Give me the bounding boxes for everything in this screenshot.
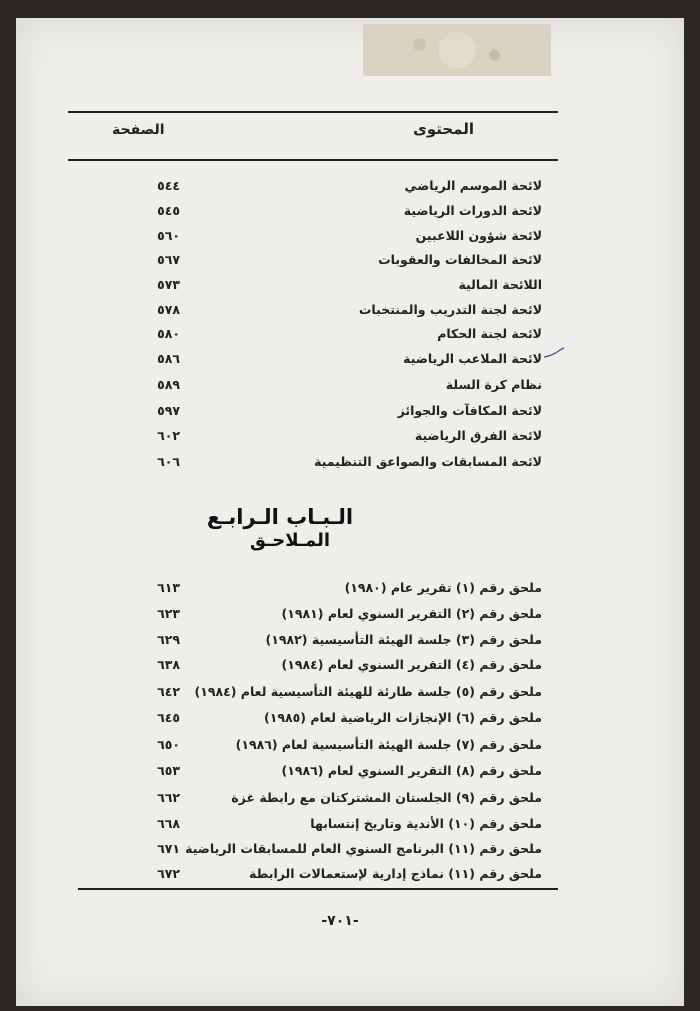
- toc-entry[interactable]: [130, 273, 542, 295]
- toc-entry-page: ٥٧٨: [157, 301, 180, 317]
- toc-entry-page: ٥٤٤: [157, 177, 180, 193]
- toc-entry-title: لائحة الموسم الرياضي: [404, 177, 542, 193]
- top-rule: [68, 111, 558, 113]
- toc-entry-title: ملحق رقم (١٠) الأندية وتاريخ إنتسابها: [310, 815, 542, 831]
- toc-entry-title: ملحق رقم (١) تقرير عام (١٩٨٠): [344, 579, 542, 595]
- toc-entry-title: ملحق رقم (٧) جلسة الهيئة التأسيسية لعام (١٩٨٦): [235, 736, 542, 752]
- annex-subheading: المـلاحـق: [249, 530, 331, 551]
- toc-entry-title: لائحة الملاعب الرياضية: [403, 350, 542, 366]
- toc-entry-title: ملحق رقم (٢) التقرير السنوي لعام (١٩٨١): [281, 605, 542, 621]
- toc-entry[interactable]: [130, 602, 542, 624]
- toc-entry[interactable]: [130, 628, 542, 650]
- toc-entry-page: ٦٧١: [157, 840, 180, 856]
- toc-entry-page: ٥٨٠: [157, 325, 180, 341]
- toc-entry[interactable]: [130, 373, 542, 395]
- toc-entry[interactable]: [130, 837, 542, 859]
- toc-entry[interactable]: [130, 862, 542, 884]
- toc-entry-page: ٦١٣: [157, 579, 180, 595]
- toc-entry-title: اللائحة المالية: [458, 276, 542, 292]
- toc-entry[interactable]: [130, 424, 542, 446]
- toc-entry-title: ملحق رقم (٥) جلسة طارئة للهيئة التأسيسية لعام (١٩٨٤): [194, 683, 542, 699]
- toc-entry[interactable]: [130, 812, 542, 834]
- content-column-header: المحتوى: [413, 120, 474, 138]
- toc-entry-page: ٦٥٠: [157, 736, 180, 752]
- toc-entry-title: ملحق رقم (١١) البرنامج السنوي العام للمسابقات الرياضية: [185, 840, 542, 856]
- toc-entry[interactable]: [130, 322, 542, 344]
- toc-entry[interactable]: [130, 174, 542, 196]
- toc-entry-title: لائحة المسابقات والصواعق التنظيمية: [314, 453, 542, 469]
- toc-entry[interactable]: [130, 347, 542, 369]
- toc-entry-page: ٥٨٩: [157, 376, 180, 392]
- toc-entry-page: ٥٧٣: [157, 276, 180, 292]
- toc-entry-title: لائحة لجنة الحكام: [437, 325, 542, 341]
- toc-entry[interactable]: [130, 786, 542, 808]
- toc-entry-title: ملحق رقم (٣) جلسة الهيئة التأسيسية (١٩٨٢): [265, 631, 542, 647]
- toc-entry-page: ٥٤٥: [157, 202, 180, 218]
- toc-entry-title: نظام كرة السلة: [445, 376, 542, 392]
- page-column-header: الصفحة: [112, 122, 165, 138]
- header-rule: [68, 159, 558, 161]
- toc-entry-page: ٦٦٢: [157, 789, 180, 805]
- toc-entry-title: ملحق رقم (٩) الجلستان المشتركتان مع رابطة غزة: [231, 789, 542, 805]
- toc-entry[interactable]: [130, 248, 542, 270]
- toc-entry[interactable]: [130, 399, 542, 421]
- chapter-heading: الـبـاب الـرابـع: [206, 505, 354, 529]
- toc-entry[interactable]: [130, 653, 542, 675]
- toc-entry-page: ٥٦٠: [157, 227, 180, 243]
- bottom-rule: [78, 888, 558, 890]
- toc-entry-title: ملحق رقم (٨) التقرير السنوي لعام (١٩٨٦): [281, 762, 542, 778]
- toc-entry-title: لائحة المخالفات والعقوبات: [378, 251, 542, 267]
- toc-entry-page: ٥٨٦: [157, 350, 180, 366]
- tape-strip: [363, 24, 551, 76]
- page-number: -٧٠١-: [321, 913, 359, 929]
- toc-entry-page: ٦٤٥: [157, 709, 180, 725]
- toc-entry-title: لائحة لجنة التدريب والمنتخبات: [358, 301, 542, 317]
- toc-entry-page: ٦٥٣: [157, 762, 180, 778]
- toc-entry-title: ملحق رقم (٦) الإنجازات الرياضية لعام (١٩٨٥): [264, 709, 542, 725]
- toc-entry[interactable]: [130, 224, 542, 246]
- toc-entry-title: ملحق رقم (٤) التقرير السنوي لعام (١٩٨٤): [281, 656, 542, 672]
- toc-entry-title: لائحة المكافآت والجوائز: [397, 402, 542, 418]
- toc-entry[interactable]: [130, 298, 542, 320]
- toc-entry[interactable]: [130, 706, 542, 728]
- toc-entry-title: لائحة الدورات الرياضية: [403, 202, 542, 218]
- toc-entry[interactable]: [130, 576, 542, 598]
- toc-entry-page: ٦٢٩: [157, 631, 180, 647]
- toc-entry-page: ٦٤٢: [157, 683, 180, 699]
- toc-entry-title: لائحة شؤون اللاعبين: [415, 227, 542, 243]
- toc-entry-page: ٦٢٣: [157, 605, 180, 621]
- toc-entry[interactable]: [130, 733, 542, 755]
- toc-entry-title: ملحق رقم (١١) نماذج إدارية لإستعمالات الرابطة: [249, 865, 542, 881]
- toc-entry[interactable]: [130, 450, 542, 472]
- toc-entry[interactable]: [130, 680, 542, 702]
- toc-entry-page: ٦٧٢: [157, 865, 180, 881]
- toc-entry-page: ٦٣٨: [157, 656, 180, 672]
- toc-entry-page: ٦٠٢: [157, 427, 180, 443]
- toc-entry-page: ٥٦٧: [157, 251, 180, 267]
- pen-mark: [543, 347, 565, 359]
- toc-entry-page: ٦٦٨: [157, 815, 180, 831]
- toc-entry-title: لائحة الفرق الرياضية: [414, 427, 542, 443]
- toc-entry[interactable]: [130, 759, 542, 781]
- toc-entry-page: ٦٠٦: [157, 453, 180, 469]
- toc-entry-page: ٥٩٧: [157, 402, 180, 418]
- toc-entry[interactable]: [130, 199, 542, 221]
